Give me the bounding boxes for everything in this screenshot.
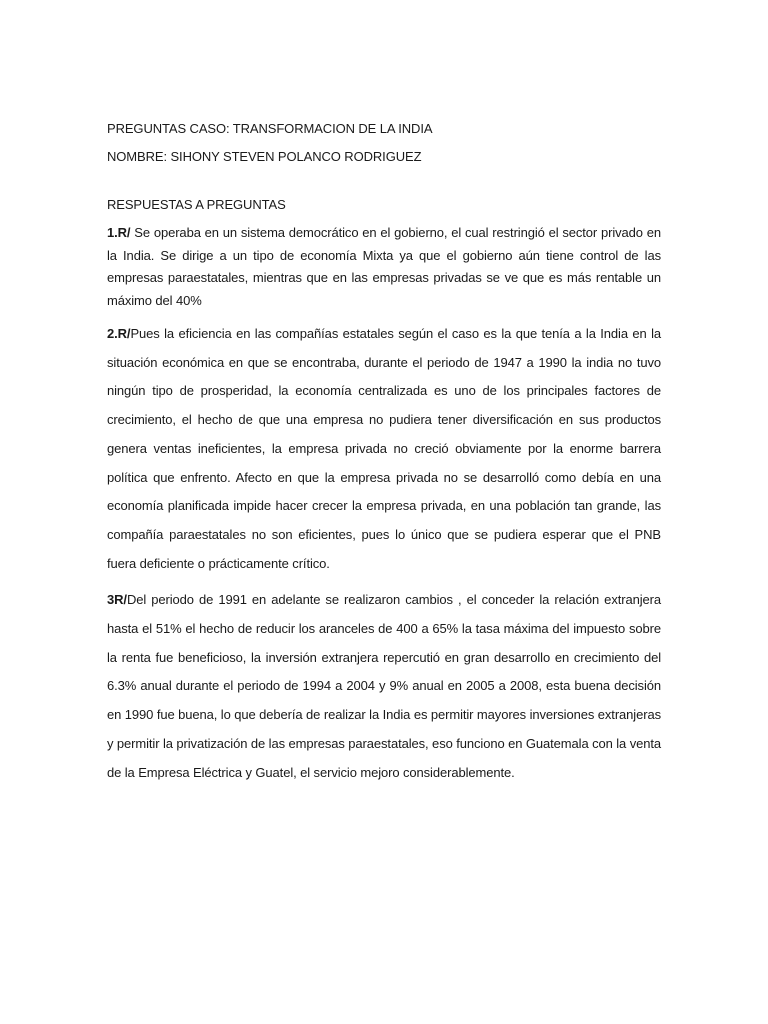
section-heading: RESPUESTAS A PREGUNTAS — [107, 197, 286, 212]
document-page — [107, 118, 661, 787]
answer-paragraph-1 — [107, 222, 661, 312]
answer-text-2: Pues la eficiencia en las compañías estatales según el caso es la que tenía a la India en la situación económica en que se encontraba, durante el periodo de 1947 a 1990 la india no tuvo ningún tipo de prosperidad, la economía centralizada es uno de los principales factores de crecimiento, el hecho de que una empresa no pudiera tener diversificación en sus productos genera ventas ineficientes, la empresa privada no creció obviamente por la enorme barrera política que enfrento. Afecto en que la empresa privada no se desarrolló como debía en una economía planificada impide hacer crecer la empresa privada, en una población tan grande, las compañía paraestatales no son eficientes, pues lo único que se pudiera esperar que el PNB fuera deficiente o prácticamente crítico. — [107, 326, 661, 571]
answer-label-2: 2.R/ — [107, 326, 131, 341]
answer-text-1: Se operaba en un sistema democrático en el gobierno, el cual restringió el sector privado en la India. Se dirige a un tipo de economía Mixta ya que el gobierno aún tiene control de las empresas paraestatales, mientras que en las empresas privadas se ve que es más rentable un máximo del 40% — [107, 225, 661, 308]
answer-label-1: 1.R/ — [107, 225, 131, 240]
answer-text-3: Del periodo de 1991 en adelante se realizaron cambios , el conceder la relación extranjera hasta el 51% el hecho de reducir los aranceles de 400 a 65% la tasa máxima del impuesto sobre la renta fue beneficioso, la inversión extranjera repercutió en gran desarrollo en crecimiento del 6.3% anual durante el periodo de 1994 a 2004 y 9% anual en 2005 a 2008, esta buena decisión en 1990 fue buena, lo que debería de realizar la India es permitir mayores inversiones extranjeras y permitir la privatización de las empresas paraestatales, eso funciono en Guatemala con la venta de la Empresa Eléctrica y Guatel, el servicio mejoro considerablemente. — [107, 592, 661, 780]
answer-paragraph-3 — [107, 586, 661, 787]
author-name: NOMBRE: SIHONY STEVEN POLANCO RODRIGUEZ — [107, 149, 422, 164]
answer-paragraph-2 — [107, 320, 661, 578]
document-title: PREGUNTAS CASO: TRANSFORMACION DE LA INDIA — [107, 121, 433, 136]
answer-label-3: 3R/ — [107, 592, 127, 608]
